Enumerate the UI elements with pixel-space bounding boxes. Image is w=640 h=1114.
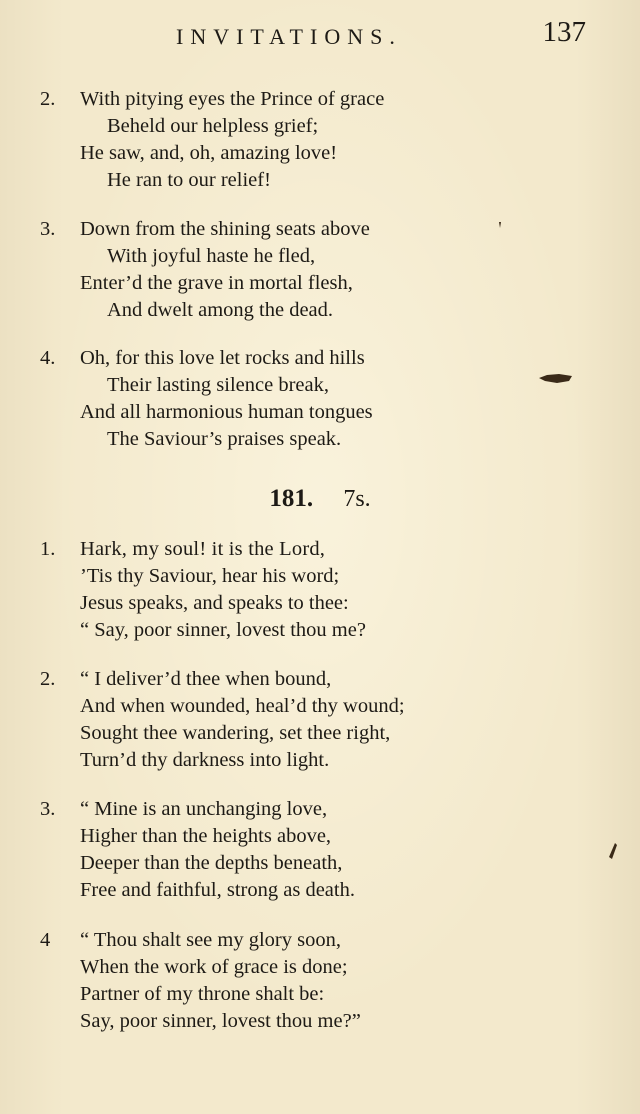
verse-line: Enter’d the grave in mortal flesh, [80, 272, 353, 294]
verse-line: When the work of grace is done; [80, 956, 348, 978]
hymn-number: 181. [269, 485, 314, 512]
verse-line: And when wounded, heal’d thy wound; [80, 695, 405, 717]
verse-line: Say, poor sinner, lovest thou me?” [80, 1010, 361, 1032]
verse-line: Deeper than the depths beneath, [80, 852, 343, 874]
verse-line: With pitying eyes the Prince of grace [80, 88, 385, 110]
stanza-number: 3. [40, 798, 56, 820]
verse-line: Beheld our helpless grief; [107, 115, 319, 137]
verse-line: With joyful haste he fled, [107, 245, 316, 267]
stanza-number: 2. [40, 668, 56, 690]
stanza-2-top [40, 86, 600, 194]
verse-line: Oh, for this love let rocks and hills [80, 347, 365, 369]
stanza-3 [40, 796, 600, 904]
verse-line: Free and faithful, strong as death. [80, 879, 355, 901]
stanza-4-top [40, 345, 600, 453]
verse-line: “ I deliver’d thee when bound, [80, 668, 332, 690]
verse-line: Higher than the heights above, [80, 825, 332, 847]
ink-fleck [609, 843, 617, 859]
stanza-2 [40, 666, 600, 774]
stanza-4 [40, 927, 600, 1035]
stanza-number: 3. [40, 218, 56, 240]
stanza-number: 2. [40, 88, 56, 110]
stanza-number: 4 [40, 929, 51, 951]
ink-smudge [539, 372, 573, 384]
verse-line: Hark, my soul! it is the Lord, [80, 538, 326, 560]
verse-line: Sought thee wandering, set thee right, [80, 722, 391, 744]
verse-line: And all harmonious human tongues [80, 401, 373, 423]
stanza-3-top [40, 216, 600, 324]
verse-line: He saw, and, oh, amazing love! [80, 142, 338, 164]
verse-line: Partner of my throne shalt be: [80, 983, 325, 1005]
page-number: 137 [542, 16, 586, 48]
verse-line: Their lasting silence break, [107, 374, 329, 396]
hymn-heading [0, 485, 640, 513]
verse-line: The Saviour’s praises speak. [107, 428, 342, 450]
ink-tick [498, 222, 502, 228]
verse-line: “ Say, poor sinner, lovest thou me? [80, 619, 366, 641]
verse-line: ’Tis thy Saviour, hear his word; [80, 565, 340, 587]
verse-line: Turn’d thy darkness into light. [80, 749, 330, 771]
stanza-number: 1. [40, 538, 56, 560]
verse-line: And dwelt among the dead. [107, 299, 334, 321]
stanza-number: 4. [40, 347, 56, 369]
stanza-1 [40, 536, 600, 644]
running-title: INVITATIONS. [176, 24, 402, 49]
verse-line: He ran to our relief! [107, 169, 271, 191]
verse-line: “ Mine is an unchanging love, [80, 798, 328, 820]
verse-line: Down from the shining seats above [80, 218, 370, 240]
hymn-meter: 7s. [343, 486, 371, 512]
verse-line: Jesus speaks, and speaks to thee: [80, 592, 349, 614]
verse-line: “ Thou shalt see my glory soon, [80, 929, 341, 951]
